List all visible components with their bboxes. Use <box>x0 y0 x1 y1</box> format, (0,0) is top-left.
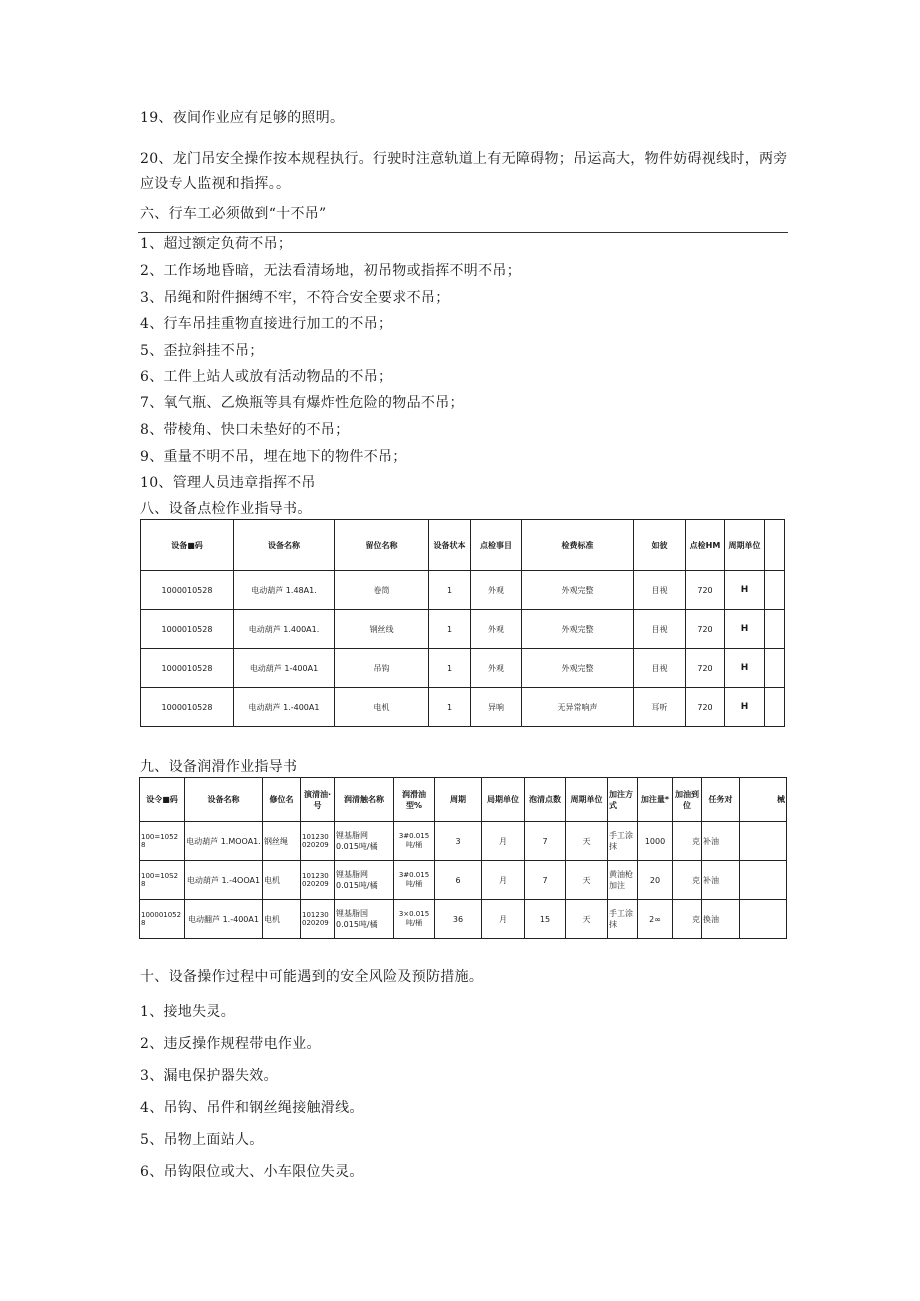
risk-item: 6、吊钩限位或大、小车限位失灵。 <box>140 1164 364 1180</box>
item-20: 20、龙门吊安全操作按本规程执行。行驶时注意轨道上有无障碍物；吊运高大，物件妨碍视线时，两旁应设专人监视和指挥。。 <box>140 151 788 192</box>
table-cell: 卷筒 <box>335 571 429 610</box>
table-header-cell: 如彼 <box>634 520 686 571</box>
risk-item: 4、吊钩、吊件和钢丝绳接触滑线。 <box>140 1100 364 1116</box>
table-header-cell <box>765 520 785 571</box>
table-header-cell: 设令■码 <box>140 778 185 822</box>
table-cell <box>765 649 785 688</box>
table-cell: 钢丝线 <box>335 610 429 649</box>
table-cell: 720 <box>686 610 725 649</box>
table-cell: 2∞ <box>638 900 673 939</box>
table-cell: 锂基脂网 0.015吨/橘 <box>335 822 394 861</box>
table-header-cell: 设备■码 <box>141 520 234 571</box>
table-row <box>140 900 787 939</box>
table-cell: 720 <box>686 649 725 688</box>
table-cell: 月 <box>482 900 525 939</box>
table-header-cell: 留位名称 <box>335 520 429 571</box>
table-header-cell: 加注方式 <box>608 778 638 822</box>
table-header-cell: 加注量* <box>638 778 673 822</box>
rule-item: 4、行车吊挂重物直接进行加工的不吊； <box>140 316 393 332</box>
table-cell: 1000 <box>638 822 673 861</box>
table-header-cell: 修位名 <box>263 778 301 822</box>
table-cell: 克 <box>673 822 702 861</box>
table-cell: 电动葫芦 1.400A1. <box>234 610 335 649</box>
table-cell: 7 <box>525 822 566 861</box>
table-cell: 1 <box>429 610 471 649</box>
table-cell: 7 <box>525 861 566 900</box>
table-cell: 1000010528 <box>141 649 234 688</box>
rule-item: 10、管理人员违章指挥不吊 <box>140 475 316 491</box>
item-19: 19、夜间作业应有足够的照明。 <box>140 110 345 126</box>
table-header-cell: 润滑油型% <box>394 778 435 822</box>
table-cell <box>740 822 787 861</box>
table-cell: 720 <box>686 688 725 727</box>
table-cell: 电动葫芦 1.-4OOA1 <box>185 861 263 900</box>
table-header-cell: 周期 <box>435 778 482 822</box>
table-cell: 目视 <box>634 649 686 688</box>
table-cell: 外观 <box>471 571 522 610</box>
table-cell: 异响 <box>471 688 522 727</box>
rule-item: 6、工件上站人或放有活动物品的不吊； <box>140 369 393 385</box>
rule-item: 3、吊绳和附件捆缚不牢，不符合安全要求不吊； <box>140 290 450 306</box>
table-cell: 电动葫芦 1-400A1 <box>234 649 335 688</box>
table-cell: 天 <box>566 822 608 861</box>
table-cell: 钢丝绳 <box>263 822 301 861</box>
risk-item: 2、违反操作规程带电作业。 <box>140 1036 321 1052</box>
table-cell: 外观 <box>471 649 522 688</box>
table-cell: 吊钩 <box>335 649 429 688</box>
table-cell <box>765 610 785 649</box>
table-cell: 锂基脂网 0.015吨/橘 <box>335 861 394 900</box>
table-cell: 1000010528 <box>141 610 234 649</box>
section9-title: 九、设备润滑作业指导书 <box>140 759 298 775</box>
table-row <box>140 822 787 861</box>
table-row <box>140 861 787 900</box>
table-cell: 补油 <box>702 861 740 900</box>
table-cell: 1000010528 <box>141 571 234 610</box>
table-cell: H <box>725 610 765 649</box>
divider <box>138 232 788 233</box>
rule-item: 7、氧气瓶、乙焕瓶等具有爆炸性危险的物品不吊； <box>140 395 464 411</box>
table-cell: 电动葫芦 1.48A1. <box>234 571 335 610</box>
table-cell: 目视 <box>634 571 686 610</box>
table-cell: 锂基脂国 0.015吨/橘 <box>335 900 394 939</box>
table-cell: 3×0.015 吨/桶 <box>394 900 435 939</box>
table-cell: 补油 <box>702 822 740 861</box>
table-cell: 无异常响声 <box>522 688 634 727</box>
table-cell: 电机 <box>335 688 429 727</box>
table-header-cell: 设备状本 <box>429 520 471 571</box>
table-cell: 100=1052 8 <box>140 822 185 861</box>
lubrication-table <box>139 777 787 939</box>
table-header-cell: 泡清点数 <box>525 778 566 822</box>
section10-title: 十、设备操作过程中可能遇到的安全风险及预防措施。 <box>140 969 484 985</box>
table-cell: 电机 <box>263 861 301 900</box>
table-cell: 3 <box>435 822 482 861</box>
table-header-cell: 周期单位 <box>725 520 765 571</box>
table-header-cell: 润清触名称 <box>335 778 394 822</box>
table-cell: 目视 <box>634 610 686 649</box>
table-header-cell: 演清油·号 <box>301 778 335 822</box>
risk-item: 1、接地失灵。 <box>140 1004 236 1020</box>
table-cell: 20 <box>638 861 673 900</box>
table-cell: 外观完整 <box>522 649 634 688</box>
rule-item: 2、工作场地昏暗，无法看清场地，初吊物或指挥不明不吊； <box>140 263 522 279</box>
table-cell: 101230 020209 <box>301 822 335 861</box>
risk-item: 3、漏电保护器失效。 <box>140 1068 278 1084</box>
table-cell: 克 <box>673 900 702 939</box>
table-cell: 耳听 <box>634 688 686 727</box>
table-header-cell: 加油到位 <box>673 778 702 822</box>
rule-item: 9、重量不明不吊，埋在地下的物件不吊； <box>140 449 407 465</box>
table-cell: 720 <box>686 571 725 610</box>
rule-item: 1、超过额定负荷不吊； <box>140 236 293 252</box>
table-cell: 3#0.015 吨/桶 <box>394 822 435 861</box>
table-cell: 天 <box>566 900 608 939</box>
table-cell: 1000010528 <box>141 688 234 727</box>
table-cell: 电动翻芦 1.-400A1 <box>185 900 263 939</box>
table-cell: 100=10S2 8 <box>140 861 185 900</box>
table-header-cell: 设备名称 <box>234 520 335 571</box>
table-cell: 1 <box>429 688 471 727</box>
table-cell <box>765 688 785 727</box>
table-row <box>141 649 785 688</box>
table-cell: 电机 <box>263 900 301 939</box>
table-cell: H <box>725 571 765 610</box>
table-cell: 100001052 8 <box>140 900 185 939</box>
table-header-cell: 点检HM <box>686 520 725 571</box>
table-cell: 外观完整 <box>522 571 634 610</box>
table-cell: 天 <box>566 861 608 900</box>
table-row <box>141 688 785 727</box>
table-header-row <box>140 778 787 822</box>
table-cell <box>740 861 787 900</box>
table-header-cell: 周期单位 <box>566 778 608 822</box>
table-header-cell: 点检事目 <box>471 520 522 571</box>
table-row <box>141 610 785 649</box>
table-cell: 1 <box>429 571 471 610</box>
table-cell: 电动葫芦 1.MOOA1. <box>185 822 263 861</box>
table-header-cell: 设备名称 <box>185 778 263 822</box>
table-cell: 黄油枪加注 <box>608 861 638 900</box>
inspection-table <box>140 519 785 727</box>
table-header-cell: 任务对 <box>702 778 740 822</box>
table-cell: 月 <box>482 822 525 861</box>
table-cell: 1 <box>429 649 471 688</box>
table-cell: 换油 <box>702 900 740 939</box>
table-cell: 101230 020209 <box>301 861 335 900</box>
table-cell: 电动葫芦 1.-400A1 <box>234 688 335 727</box>
table-cell: 3#0.015 吨/桶 <box>394 861 435 900</box>
section6-title: 六、行车工必须做到“十不吊” <box>140 206 327 222</box>
table-cell: H <box>725 649 765 688</box>
table-cell <box>765 571 785 610</box>
table-cell: 月 <box>482 861 525 900</box>
table-cell <box>740 900 787 939</box>
table-row <box>141 571 785 610</box>
rule-item: 8、带棱角、快口未垫好的不吊； <box>140 422 350 438</box>
table-header-row <box>141 520 785 571</box>
table-header-cell: 局期单位 <box>482 778 525 822</box>
section8-title: 八、设备点检作业指导书。 <box>140 501 312 517</box>
table-cell: 101230 020209 <box>301 900 335 939</box>
rule-item: 5、歪拉斜挂不吊； <box>140 343 264 359</box>
table-cell: 36 <box>435 900 482 939</box>
risk-item: 5、吊物上面站人。 <box>140 1132 264 1148</box>
table-cell: 克 <box>673 861 702 900</box>
table-cell: 外观完整 <box>522 610 634 649</box>
table-cell: 手工涂抹 <box>608 822 638 861</box>
table-cell: 手工涂抹 <box>608 900 638 939</box>
table-header-cell: 械 <box>740 778 787 822</box>
table-cell: 6 <box>435 861 482 900</box>
table-header-cell: 检费标准 <box>522 520 634 571</box>
table-cell: 外观 <box>471 610 522 649</box>
table-cell: H <box>725 688 765 727</box>
table-cell: 15 <box>525 900 566 939</box>
